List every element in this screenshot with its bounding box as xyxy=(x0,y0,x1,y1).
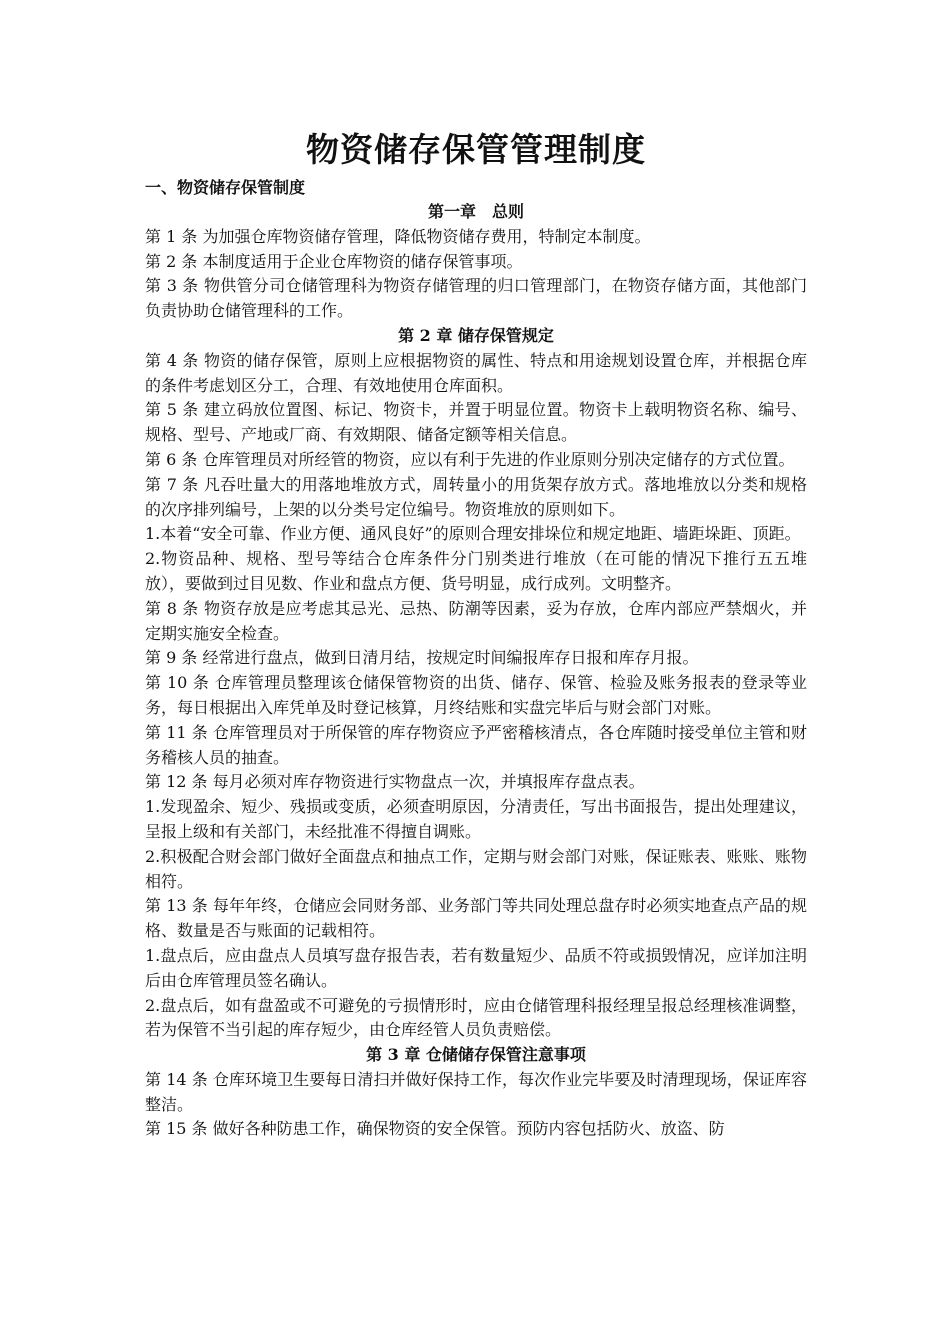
article-paragraph: 第 8 条 物资存放是应考虑其忌光、忌热、防潮等因素，妥为存放，仓库内部应严禁烟火，并定期实施安全检查。 xyxy=(145,598,807,643)
chapter-heading: 第一章 总则 xyxy=(427,202,524,221)
article-paragraph: 第 1 条 为加强仓库物资储存管理，降低物资储存费用，特制定本制度。 xyxy=(145,226,651,246)
document-body xyxy=(145,126,807,1142)
chapter-heading: 第 2 章 储存保管规定 xyxy=(398,325,554,345)
article-paragraph: 第 2 条 本制度适用于企业仓库物资的储存保管事项。 xyxy=(145,251,523,271)
article-paragraph: 第 6 条 仓库管理员对所经管的物资，应以有利于先进的作业原则分别决定储存的方式位置。 xyxy=(145,449,795,469)
article-paragraph: 第 14 条 仓库环境卫生要每日清扫并做好保持工作，每次作业完毕要及时清理现场，保证库容整洁。 xyxy=(145,1069,807,1114)
article-paragraph: 第 3 条 物供管分司仓储管理科为物资存储管理的归口管理部门，在物资存储方面，其他部门负责协助仓储管理科的工作。 xyxy=(145,276,807,321)
document-title: 物资储存保管管理制度 xyxy=(306,130,646,169)
article-paragraph: 1.本着“安全可靠、作业方便、通风良好”的原则合理安排垛位和规定地距、墙距垛距、顶距。 xyxy=(145,524,801,544)
section-heading: 一、物资储存保管制度 xyxy=(145,178,306,197)
article-paragraph: 1.盘点后，应由盘点人员填写盘存报告表，若有数量短少、品质不符或损毁情况，应详加注明后由仓库管理员签名确认。 xyxy=(145,945,807,990)
article-paragraph: 2.盘点后，如有盘盈或不可避免的亏损情形时，应由仓储管理科报经理呈报总经理核准调整，若为保管不当引起的库存短少，由仓库经管人员负责赔偿。 xyxy=(145,995,807,1040)
article-paragraph: 第 7 条 凡吞吐量大的用落地堆放方式，周转量小的用货架存放方式。落地堆放以分类和规格的次序排列编号，上架的以分类号定位编号。物资堆放的原则如下。 xyxy=(145,474,807,519)
article-paragraph: 2.物资品种、规格、型号等结合仓库条件分门别类进行堆放（在可能的情况下推行五五堆放），要做到过目见数、作业和盘点方便、货号明显，成行成列。文明整齐。 xyxy=(145,549,807,593)
article-paragraph: 第 5 条 建立码放位置图、标记、物资卡，并置于明显位置。物资卡上载明物资名称、编号、规格、型号、产地或厂商、有效期限、储备定额等相关信息。 xyxy=(145,400,807,445)
article-paragraph: 第 13 条 每年年终，仓储应会同财务部、业务部门等共同处理总盘存时必须实地查点产品的规格、数量是否与账面的记载相符。 xyxy=(145,896,807,941)
article-paragraph: 第 12 条 每月必须对库存物资进行实物盘点一次，并填报库存盘点表。 xyxy=(145,772,645,792)
article-paragraph: 第 15 条 做好各种防患工作，确保物资的安全保管。预防内容包括防火、放盗、防 xyxy=(145,1119,725,1139)
chapter-heading: 第 3 章 仓储储存保管注意事项 xyxy=(366,1045,586,1065)
article-paragraph: 第 4 条 物资的储存保管，原则上应根据物资的属性、特点和用途规划设置仓库，并根据仓库的条件考虑划区分工，合理、有效地使用仓库面积。 xyxy=(145,350,807,395)
article-paragraph: 第 11 条 仓库管理员对于所保管的库存物资应予严密稽核清点，各仓库随时接受单位主管和财务稽核人员的抽查。 xyxy=(145,722,807,767)
article-paragraph: 第 9 条 经常进行盘点，做到日清月结，按规定时间编报库存日报和库存月报。 xyxy=(145,648,699,668)
article-paragraph: 第 10 条 仓库管理员整理该仓储保管物资的出货、储存、保管、检验及账务报表的登录等业务，每日根据出入库凭单及时登记核算，月终结账和实盘完毕后与财会部门对账。 xyxy=(145,673,807,717)
article-paragraph: 2.积极配合财会部门做好全面盘点和抽点工作，定期与财会部门对账，保证账表、账账、账物相符。 xyxy=(145,846,807,891)
document-blocks xyxy=(145,200,807,1142)
article-paragraph: 1.发现盈余、短少、残损或变质，必须查明原因，分清责任，写出书面报告，提出处理建议，呈报上级和有关部门，未经批准不得擅自调账。 xyxy=(145,797,807,841)
